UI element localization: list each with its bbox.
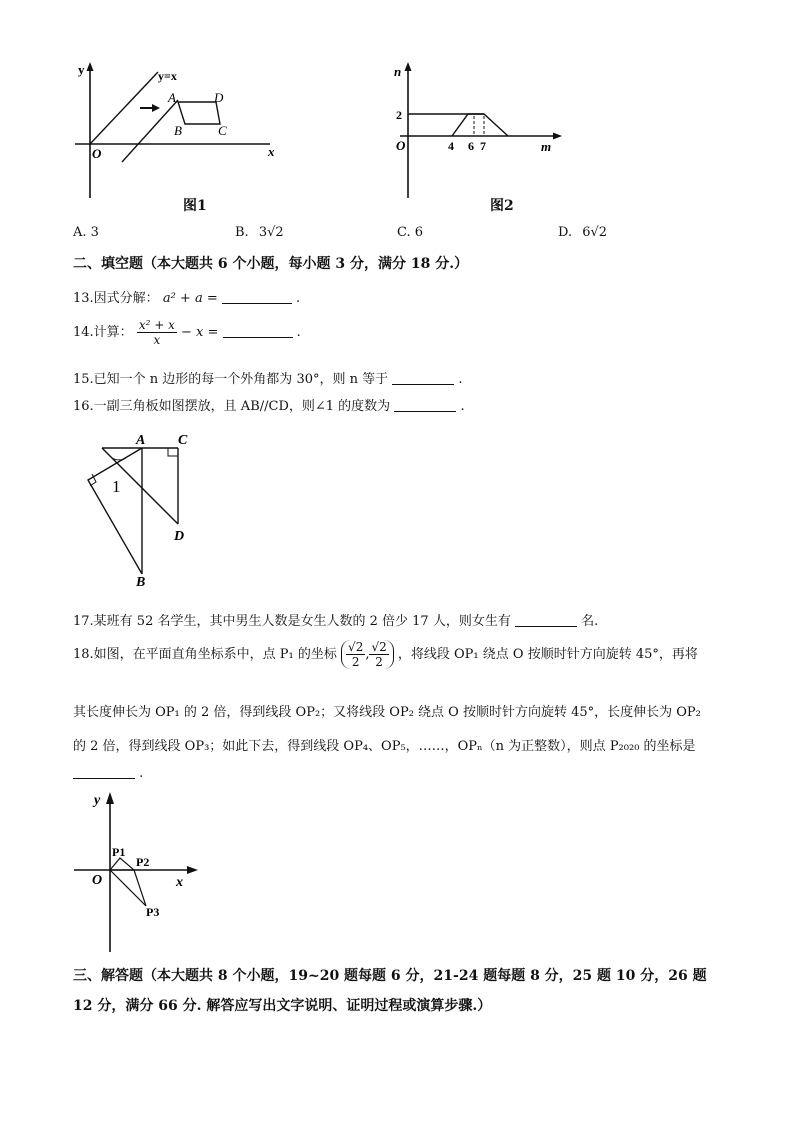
fig18-point-p2: P2: [136, 855, 150, 869]
q18-coord-y-num: √2: [371, 640, 387, 654]
fig2-x-label: m: [541, 139, 552, 154]
fig2-caption: 图2: [490, 198, 514, 214]
q18-line1b: ，将线段 OP₁ 绕点 O 按顺时针方向旋转 45°，再将: [397, 647, 698, 662]
question-15: [73, 368, 463, 387]
q18-coord-y: [369, 640, 388, 669]
fig1-point-a: A: [168, 90, 176, 105]
choice-d-value: 6√2: [582, 225, 608, 240]
q15-answer-blank[interactable]: [392, 370, 454, 385]
fig1-caption: 图1: [183, 198, 207, 214]
choice-d-letter: D.: [558, 225, 573, 240]
choice-b-value: 3√2: [258, 225, 284, 240]
question-13: [73, 287, 300, 306]
fig18-point-p1: P1: [112, 845, 126, 859]
q18-coord-y-den: 2: [375, 655, 383, 669]
section-3-heading-line-1: 三、解答题（本大题共 8 个小题，19~20 题每题 6 分，21-24 题每题 8 分，25 题 10 分，26 题: [73, 968, 707, 984]
q14-answer-blank[interactable]: [223, 323, 293, 338]
choice-c: [397, 225, 423, 240]
choice-d: [558, 225, 607, 240]
question-18-line-2: 其长度伸长为 OP₁ 的 2 倍，得到线段 OP₂；又将线段 OP₂ 绕点 O 按顺时针方向旋转 45°，长度伸长为 OP₂: [73, 705, 701, 720]
fig1-y-label: y: [78, 62, 85, 77]
fig16-label-b: B: [136, 575, 146, 590]
figure-18: [70, 788, 200, 956]
q17-text: 17.某班有 52 名学生，其中男生人数是女生人数的 2 倍少 17 人，则女生有: [73, 614, 511, 629]
q13-text: 13.因式分解：: [73, 291, 159, 306]
choice-a-letter: A.: [73, 225, 87, 240]
q18-line1a: 18.如图，在平面直角坐标系中，点 P₁ 的坐标: [73, 647, 337, 662]
question-17: [73, 610, 598, 629]
fig2-y-label: n: [394, 64, 402, 79]
question-14: [73, 318, 301, 347]
fig1-line-label: y=x: [158, 69, 177, 83]
fig2-x-tick-4: 4: [448, 139, 454, 153]
q18-coord-x: [346, 640, 365, 669]
fig16-label-d: D: [174, 529, 185, 544]
fig1-x-label: x: [268, 144, 275, 159]
q16-text: 16.一副三角板如图摆放，且 AB//CD，则∠1 的度数为: [73, 399, 391, 414]
section-3-heading-line-2: 12 分，满分 66 分. 解答应写出文字说明、证明过程或演算步骤.）: [73, 998, 492, 1014]
q13-expr: a² + a =: [162, 291, 218, 306]
q14-tail: − x =: [181, 325, 219, 340]
q18-end: .: [139, 766, 144, 781]
question-16: [73, 395, 465, 414]
q15-text: 15.已知一个 n 边形的每一个外角都为 30°，则 n 等于: [73, 372, 389, 387]
choice-a-value: 3: [90, 225, 99, 240]
fig1-origin-label: O: [92, 146, 102, 161]
q14-end: .: [296, 325, 301, 340]
fig16-label-a: A: [136, 433, 146, 448]
q13-answer-blank[interactable]: [222, 289, 292, 304]
q14-fraction: [137, 318, 177, 347]
figure-2: [388, 58, 563, 200]
q18-coord-x-num: √2: [348, 640, 364, 654]
q14-numerator: x² + x: [138, 318, 175, 332]
fig18-point-p3: P3: [146, 905, 160, 919]
q14-denominator: x: [153, 333, 161, 347]
q16-end: .: [460, 399, 465, 414]
question-18-line-4: [73, 764, 143, 781]
q13-end: .: [296, 291, 301, 306]
fig2-x-tick-7: 7: [480, 139, 486, 153]
q17-end: 名.: [581, 614, 599, 629]
q18-coordinate: $\frac{√2}{2}$ , $\frac{√2}{2}$: [341, 640, 394, 669]
fig2-origin-label: O: [396, 138, 406, 153]
fig18-origin-label: O: [92, 873, 103, 888]
fig2-x-tick-6: 6: [468, 139, 474, 153]
fig16-label-c: C: [178, 433, 188, 448]
fig1-point-d: D: [214, 90, 224, 105]
choice-b: [235, 225, 284, 240]
q18-coord-x-den: 2: [351, 655, 360, 669]
fig1-point-b: B: [174, 123, 182, 138]
fig1-point-c: C: [218, 123, 227, 138]
q15-end: .: [458, 372, 463, 387]
fig2-y-tick: 2: [396, 108, 402, 122]
fig16-label-1: 1: [112, 477, 121, 496]
choice-c-value: 6: [414, 225, 424, 240]
figure-1: [70, 58, 290, 200]
fig18-y-label: y: [94, 793, 101, 808]
choice-c-letter: C.: [397, 225, 411, 240]
q17-answer-blank[interactable]: [515, 612, 577, 627]
choice-a: [73, 225, 99, 240]
figure-16: [80, 428, 210, 590]
section-2-heading: 二、填空题（本大题共 6 个小题，每小题 3 分，满分 18 分.）: [73, 256, 469, 272]
q16-answer-blank[interactable]: [394, 397, 456, 412]
question-18-line-1: [73, 640, 698, 669]
q14-text: 14.计算：: [73, 325, 133, 340]
question-18-line-3: 的 2 倍，得到线段 OP₃；如此下去，得到线段 OP₄、OP₅，……，OPₙ（n 为正整数），则点 P₂₀₂₀ 的坐标是: [73, 739, 696, 754]
q18-answer-blank[interactable]: [73, 764, 135, 779]
choice-b-letter: B.: [235, 225, 249, 240]
fig18-x-label: x: [176, 875, 183, 890]
